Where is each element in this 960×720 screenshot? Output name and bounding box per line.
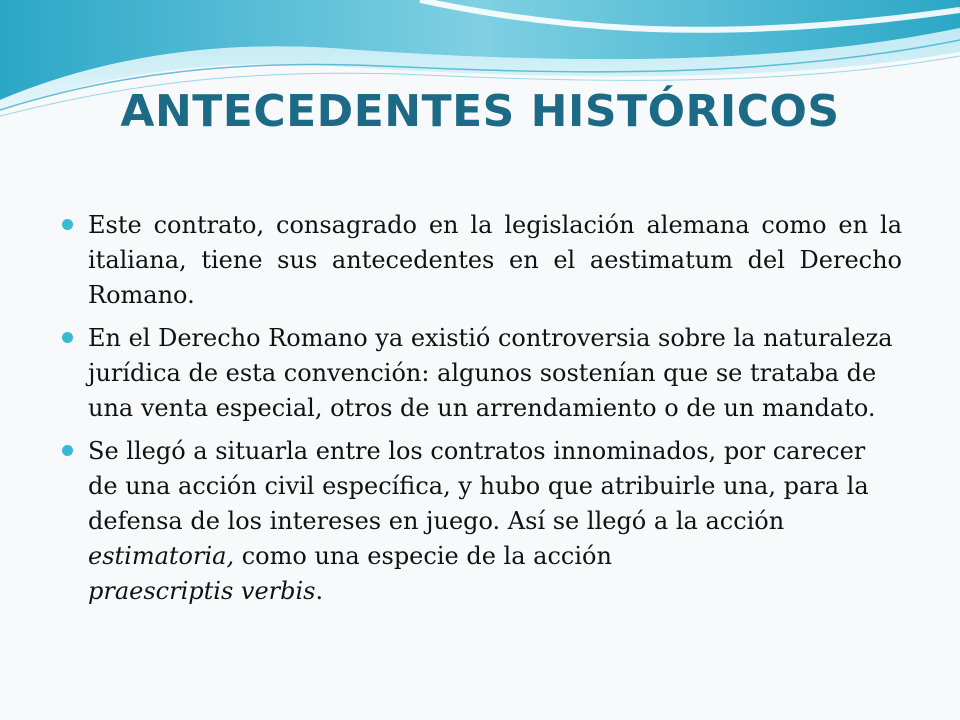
bullet-text-part: como una especie de la acción (234, 542, 612, 570)
bullet-item (60, 321, 902, 426)
slide-title: ANTECEDENTES HISTÓRICOS (120, 86, 840, 137)
bullet-text-part: Se llegó a situarla entre los contratos innominados, por carecer de una acción civil específica, y hubo que atribuirle una, para la defensa de los intereses en juego. Así se llegó a la acción (88, 437, 869, 535)
bullet-italic-term: praescriptis verbis (88, 577, 316, 605)
bullet-dot-icon (62, 445, 73, 456)
bullet-dot-icon (62, 332, 73, 343)
bullet-dot-icon (62, 219, 73, 230)
bullet-text-part: . (315, 577, 324, 605)
bullet-list (60, 208, 902, 617)
bullet-text: En el Derecho Romano ya existió controversia sobre la naturaleza jurídica de esta convención: algunos sostenían que se trataba de una venta especial, otros de un arrendamiento o de un mandato. (88, 324, 893, 422)
bullet-text: Este contrato, consagrado en la legislación alemana como en la italiana, tiene sus antecedentes en el aestimatum del Derecho Romano. (88, 211, 902, 309)
bullet-italic-term: estimatoria, (88, 542, 235, 570)
bullet-item (60, 434, 902, 609)
bullet-item (60, 208, 902, 313)
